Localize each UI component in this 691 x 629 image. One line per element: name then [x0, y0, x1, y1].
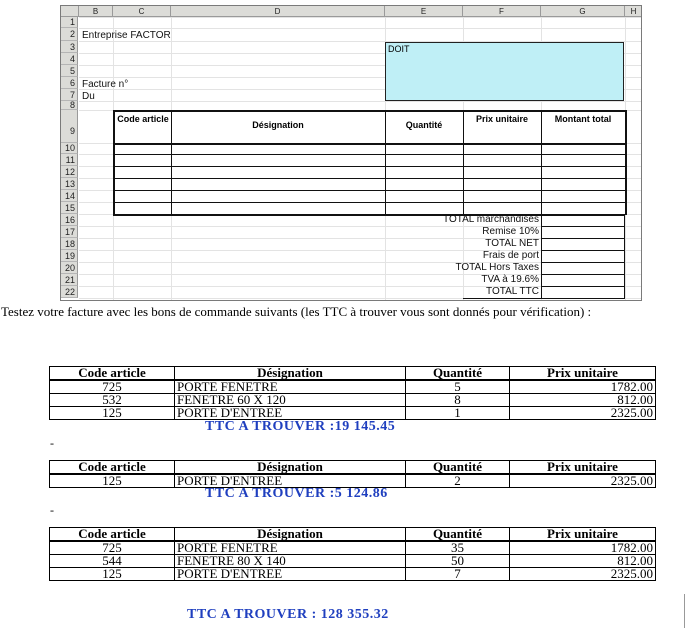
table-row	[50, 555, 656, 568]
table-row	[50, 407, 656, 420]
header-code-article: Code article	[117, 114, 169, 124]
quantity-cell: 7	[406, 568, 510, 581]
row-header[interactable]: 15	[61, 202, 78, 214]
quantity-cell: 5	[406, 380, 510, 394]
row-header[interactable]: 17	[61, 226, 78, 238]
column-header-g[interactable]: G	[541, 6, 625, 17]
order-table-2	[49, 460, 656, 488]
doit-label: DOIT	[388, 44, 410, 54]
row-header[interactable]: 7	[61, 89, 78, 101]
quantity-cell: 1	[406, 407, 510, 420]
price-cell: 1782.00	[510, 541, 656, 555]
col-quantite: Quantité	[406, 528, 510, 542]
header-designation: Désignation	[252, 120, 304, 130]
code-cell: 125	[50, 568, 175, 581]
column-header-d[interactable]: D	[171, 6, 385, 17]
company-name: Entreprise FACTOR	[82, 30, 171, 41]
col-code-article: Code article	[50, 528, 175, 542]
doit-box	[385, 42, 624, 101]
select-all-corner[interactable]	[61, 6, 79, 17]
order-table-1	[49, 366, 656, 420]
header-prix-unitaire: Prix unitaire	[475, 114, 529, 124]
price-cell: 812.00	[510, 394, 656, 407]
price-cell: 2325.00	[510, 407, 656, 420]
row-header[interactable]: 22	[61, 286, 78, 298]
invoice-spreadsheet	[60, 5, 642, 301]
ttc-target-3: TTC A TROUVER : 128 355.32	[187, 607, 389, 622]
column-header-f[interactable]: F	[463, 6, 541, 17]
row-header[interactable]: 11	[61, 154, 78, 166]
row-header[interactable]: 18	[61, 238, 78, 250]
col-prix-unitaire: Prix unitaire	[510, 461, 656, 475]
code-cell: 125	[50, 407, 175, 420]
row-header[interactable]: 4	[61, 53, 78, 65]
instructions-paragraph: Testez votre facture avec les bons de commande suivants (les TTC à trouver vous sont donnés pour vérification) :	[1, 304, 592, 319]
price-cell: 1782.00	[510, 380, 656, 394]
total-label: Remise 10%	[482, 226, 539, 237]
col-designation: Désignation	[175, 367, 406, 381]
row-header[interactable]: 19	[61, 250, 78, 262]
quantity-cell: 2	[406, 474, 510, 488]
col-designation: Désignation	[175, 528, 406, 542]
quantity-cell: 8	[406, 394, 510, 407]
ttc-target-1: TTC A TROUVER :19 145.45	[205, 419, 396, 434]
header-quantite: Quantité	[405, 120, 443, 130]
row-header[interactable]: 6	[61, 77, 78, 89]
row-header[interactable]: 21	[61, 274, 78, 286]
quantity-cell: 35	[406, 541, 510, 555]
total-label: TOTAL Hors Taxes	[455, 262, 539, 273]
row-header[interactable]: 20	[61, 262, 78, 274]
margin-bracket	[684, 594, 689, 628]
code-cell: 544	[50, 555, 175, 568]
order-table-3	[49, 527, 656, 581]
row-header[interactable]: 12	[61, 166, 78, 178]
code-cell: 125	[50, 474, 175, 488]
ttc-target-2: TTC A TROUVER :5 124.86	[205, 486, 388, 501]
table-row	[50, 541, 656, 555]
col-quantite: Quantité	[406, 461, 510, 475]
code-cell: 725	[50, 541, 175, 555]
designation-cell: PORTE FENETRE	[175, 380, 406, 394]
total-label: TOTAL NET	[485, 238, 539, 249]
quantity-cell: 50	[406, 555, 510, 568]
column-header-b[interactable]: B	[79, 6, 113, 17]
designation-cell: PORTE D'ENTREE	[175, 568, 406, 581]
row-header[interactable]: 9	[61, 110, 78, 143]
designation-cell: FENETRE 80 X 140	[175, 555, 406, 568]
row-header[interactable]: 8	[61, 101, 78, 110]
price-cell: 2325.00	[510, 474, 656, 488]
col-prix-unitaire: Prix unitaire	[510, 367, 656, 381]
code-cell: 532	[50, 394, 175, 407]
separator-dash: -	[50, 503, 54, 517]
column-header-h[interactable]: H	[625, 6, 642, 17]
row-header[interactable]: 13	[61, 178, 78, 190]
row-header[interactable]: 16	[61, 214, 78, 226]
table-row	[50, 568, 656, 581]
designation-cell: PORTE FENETRE	[175, 541, 406, 555]
col-designation: Désignation	[175, 461, 406, 475]
row-header[interactable]: 3	[61, 41, 78, 53]
total-label: TOTAL marchandises	[443, 214, 539, 225]
row-header[interactable]: 2	[61, 28, 78, 41]
col-code-article: Code article	[50, 461, 175, 475]
code-cell: 725	[50, 380, 175, 394]
col-quantite: Quantité	[406, 367, 510, 381]
row-header[interactable]: 1	[61, 17, 78, 28]
table-row	[50, 380, 656, 394]
total-label: Frais de port	[482, 250, 539, 261]
designation-cell: FENETRE 60 X 120	[175, 394, 406, 407]
total-label: TOTAL TTC	[486, 286, 539, 297]
price-cell: 812.00	[510, 555, 656, 568]
date-label: Du	[82, 91, 95, 102]
designation-cell: PORTE D'ENTREE	[175, 474, 406, 488]
table-row	[50, 394, 656, 407]
designation-cell: PORTE D'ENTREE	[175, 407, 406, 420]
column-header-c[interactable]: C	[113, 6, 171, 17]
col-prix-unitaire: Prix unitaire	[510, 528, 656, 542]
header-montant-total: Montant total	[554, 114, 612, 124]
facture-number-label: Facture n°	[82, 79, 129, 90]
price-cell: 2325.00	[510, 568, 656, 581]
column-header-e[interactable]: E	[385, 6, 463, 17]
total-label: TVA à 19.6%	[481, 274, 539, 285]
separator-dash: -	[50, 436, 54, 450]
row-header[interactable]: 5	[61, 65, 78, 77]
row-header[interactable]: 14	[61, 190, 78, 202]
row-header[interactable]: 10	[61, 143, 78, 154]
col-code-article: Code article	[50, 367, 175, 381]
